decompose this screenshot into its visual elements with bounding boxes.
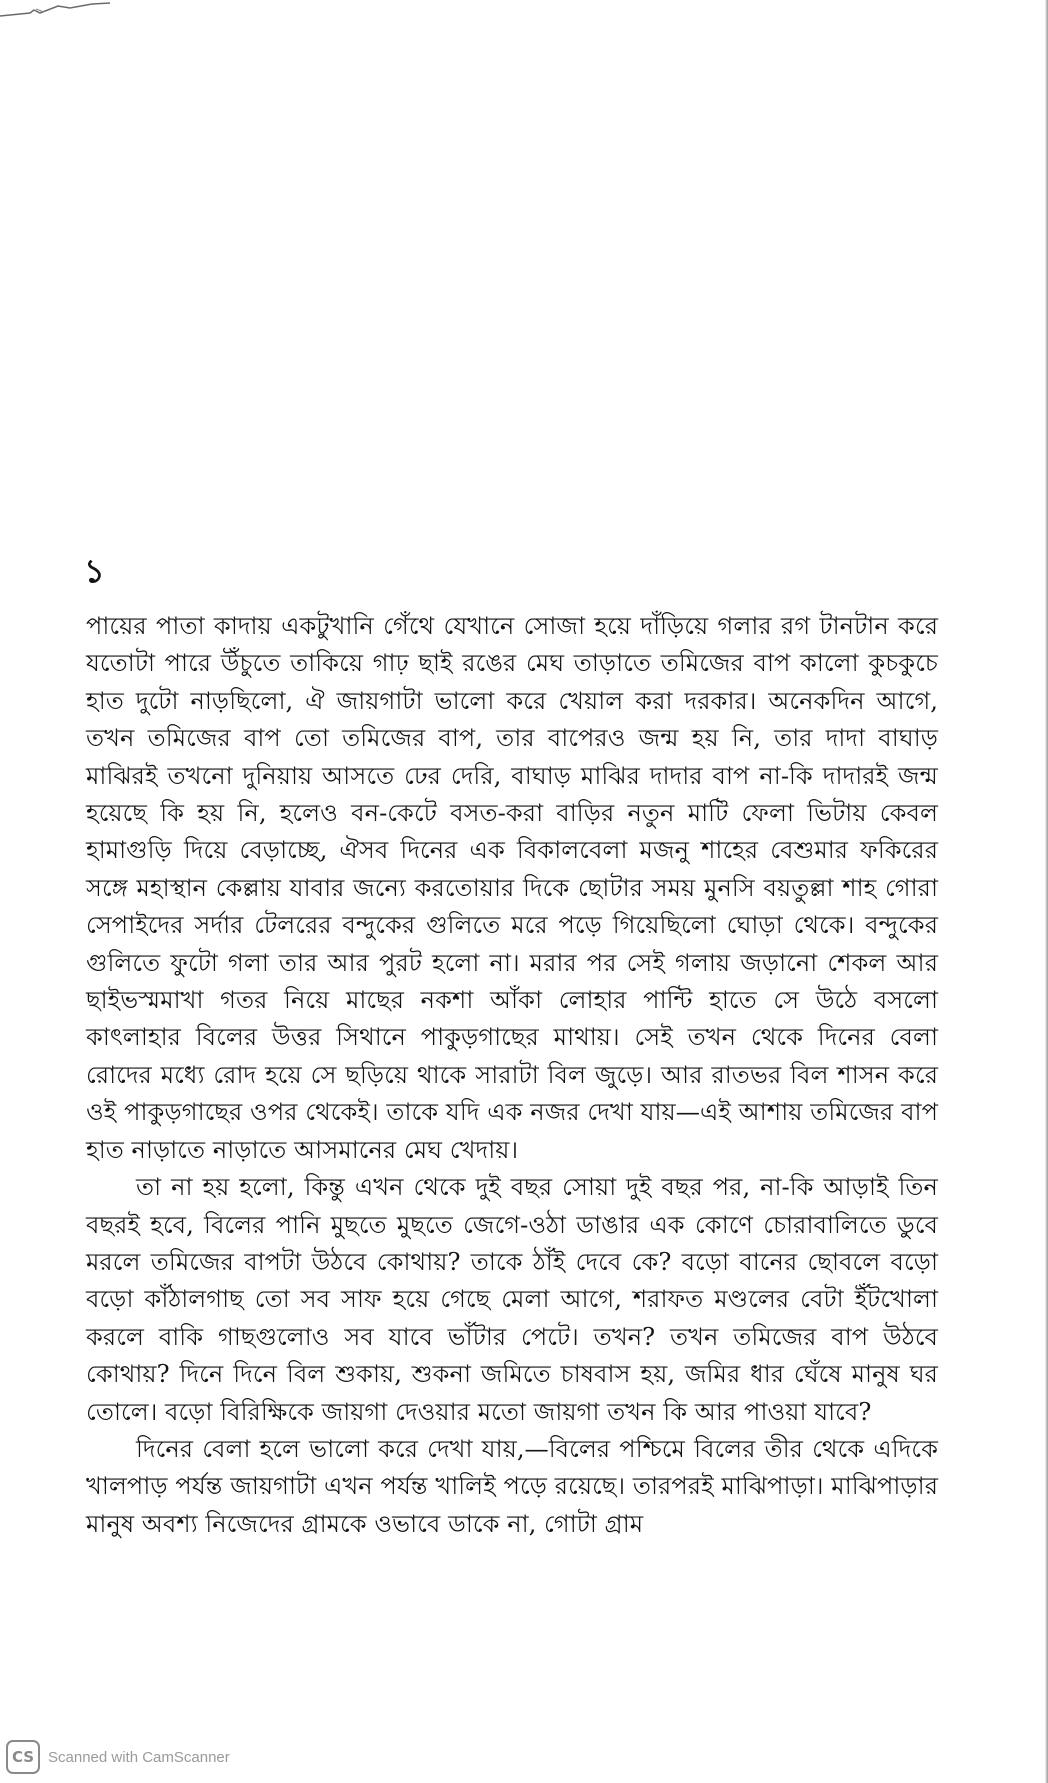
- chapter-text: [86, 608, 938, 1543]
- paragraph-3: দিনের বেলা হলে ভালো করে দেখা যায়,—বিলের পশ্চিমে বিলের তীর থেকে এদিকে খালপাড় পর্যন্ত জায়গাটা এখন পর্যন্ত খালিই পড়ে রয়েছে। তারপরই মাঝিপাড়া। মাঝিপাড়ার মানুষ অবশ্য নিজেদের গ্রামকে ওভাবে ডাকে না, গোটা গ্রাম: [86, 1434, 938, 1538]
- scan-edge-mark: [0, 0, 110, 20]
- paragraph-2: তা না হয় হলো, কিন্তু এখন থেকে দুই বছর সোয়া দুই বছর পর, না-কি আড়াই তিন বছরই হবে, বিলের পানি মুছতে মুছতে জেগে-ওঠা ডাঙার এক কোণে চোরাবালিতে ডুবে মরলে তমিজের বাপটা উঠবে কোথায়? তাকে ঠাঁই দেবে কে? বড়ো বানের ছোবলে বড়ো বড়ো কাঁঠালগাছ তো সব সাফ হয়ে গেছে মেলা আগে, শরাফত মণ্ডলের বেটা ইঁটখোলা করলে বাকি গাছগুলোও সব যাবে ভাঁটার পেটে। তখন? তখন তমিজের বাপ উঠবে কোথায়? দিনে দিনে বিল শুকায়, শুকনা জমিতে চাষবাস হয়, জমির ধার ঘেঁষে মানুষ ঘর তোলে। বড়ো বিরিক্ষিকে জায়গা দেওয়ার মতো জায়গা তখন কি আর পাওয়া যাবে?: [86, 1173, 938, 1426]
- camscanner-watermark: [6, 1739, 230, 1775]
- paragraph-1: পায়ের পাতা কাদায় একটুখানি গেঁথে যেখানে সোজা হয়ে দাঁড়িয়ে গলার রগ টানটান করে যতোটা পারে উঁচুতে তাকিয়ে গাঢ় ছাই রঙের মেঘ তাড়াতে তমিজের বাপ কালো কুচকুচে হাত দুটো নাড়ছিলো, ঐ জায়গাটা ভালো করে খেয়াল করা দরকার। অনেকদিন আগে, তখন তমিজের বাপ তো তমিজের বাপ, তার বাপেরও জন্ম হয় নি, তার দাদা বাঘাড় মাঝিরই তখনো দুনিয়ায় আসতে ঢের দেরি, বাঘাড় মাঝির দাদার বাপ না-কি দাদারই জন্ম হয়েছে কি হয় নি, হলেও বন-কেটে বসত-করা বাড়ির নতুন মাটি ফেলা ভিটায় কেবল হামাগুড়ি দিয়ে বেড়াচ্ছে, ঐসব দিনের এক বিকালবেলা মজনু শাহের বেশুমার ফকিরের সঙ্গে মহাস্থান কেল্লায় যাবার জন্যে করতোয়ার দিকে ছোটার সময় মুনসি বয়তুল্লা শাহ গোরা সেপাইদের সর্দার টেলরের বন্দুকের গুলিতে মরে পড়ে গিয়েছিলো ঘোড়া থেকে। বন্দুকের গুলিতে ফুটো গলা তার আর পুরট হলো না। মরার পর সেই গলায় জড়ানো শেকল আর ছাইভস্মমাখা গতর নিয়ে মাছের নকশা আঁকা লোহার পান্টি হাতে সে উঠে বসলো কাৎলাহার বিলের উত্তর সিথানে পাকুড়গাছের মাথায়। সেই তখন থেকে দিনের বেলা রোদের মধ্যে রোদ হয়ে সে ছড়িয়ে থাকে সারাটা বিল জুড়ে। আর রাতভর বিল শাসন করে ওই পাকুড়গাছের ওপর থেকেই। তাকে যদি এক নজর দেখা যায়—এই আশায় তমিজের বাপ হাত নাড়াতে নাড়াতে আসমানের মেঘ খেদায়।: [86, 612, 938, 1164]
- camscanner-logo-icon: CS: [6, 1740, 40, 1774]
- chapter-number: ১: [84, 552, 105, 590]
- camscanner-text: Scanned with CamScanner: [48, 1748, 230, 1766]
